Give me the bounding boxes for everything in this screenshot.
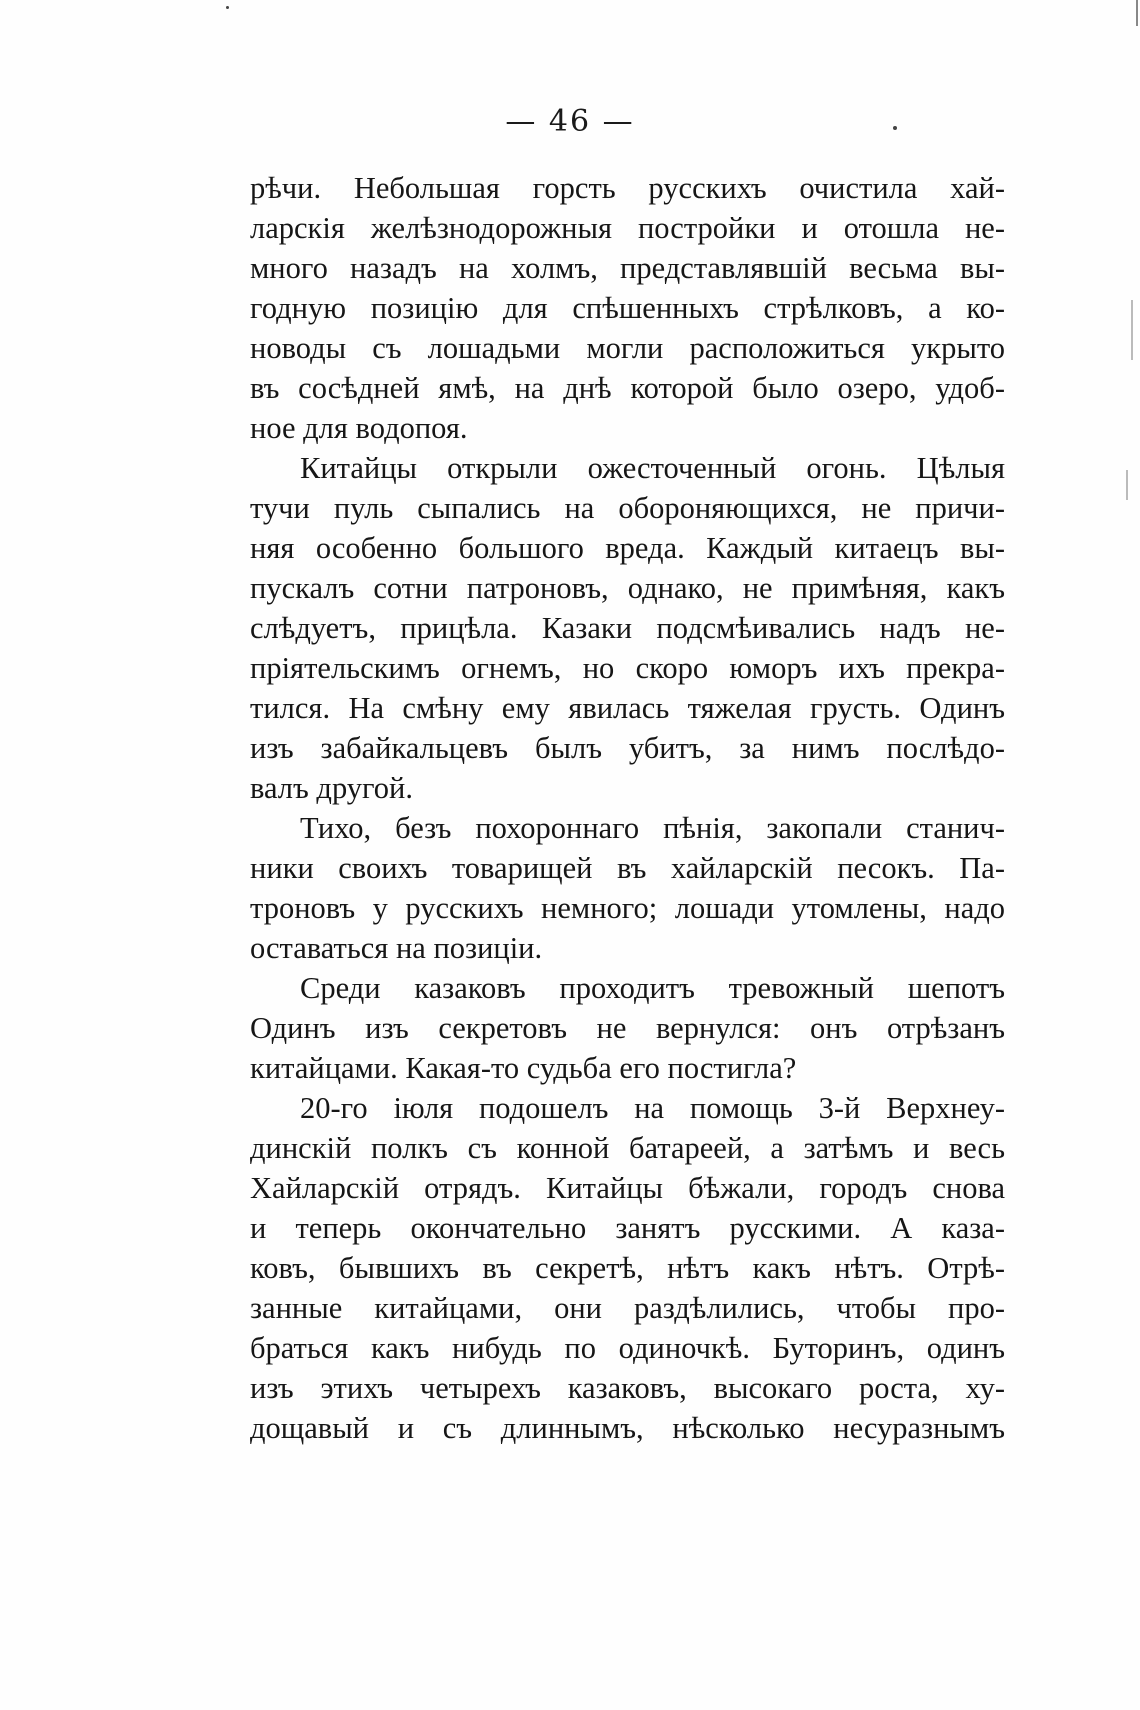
text-line: изъ этихъ четырехъ казаковъ, высокаго роста, ху-	[250, 1371, 1005, 1405]
scan-speck	[893, 126, 897, 130]
text-line: няя особенно большого вреда. Каждый китаецъ вы-	[250, 531, 1005, 565]
text-line: ковъ, бывшихъ въ секретѣ, нѣтъ какъ нѣтъ. Отрѣ-	[250, 1251, 1005, 1285]
text-line: Одинъ изъ секретовъ не вернулся: онъ отрѣзанъ	[250, 1011, 1005, 1045]
text-line: пріятельскимъ огнемъ, но скоро юморъ ихъ прекра-	[250, 651, 1005, 685]
page-number: — 46 —	[505, 104, 635, 139]
body-text	[250, 168, 1005, 1448]
paragraph	[250, 448, 1005, 808]
scan-edge-mark	[1131, 300, 1133, 360]
text-line: троновъ у русскихъ немного; лошади утомлены, надо	[250, 891, 1005, 925]
text-line: Хайларскій отрядъ. Китайцы бѣжали, городъ снова	[250, 1171, 1005, 1205]
scan-edge-mark	[1126, 470, 1128, 500]
text-line: занные китайцами, они раздѣлились, чтобы про-	[250, 1291, 1005, 1325]
paragraph	[250, 168, 1005, 448]
text-line: рѣчи. Небольшая горсть русскихъ очистила хай-	[250, 171, 1005, 205]
text-line: ники своихъ товарищей въ хайларскій песокъ. Па-	[250, 851, 1005, 885]
text-line: много назадъ на холмъ, представлявшій весьма вы-	[250, 251, 1005, 285]
text-line: слѣдуетъ, прицѣла. Казаки подсмѣивались надъ не-	[250, 611, 1005, 645]
text-line: годную позицію для спѣшенныхъ стрѣлковъ, а ко-	[250, 291, 1005, 325]
text-line: Среди казаковъ проходитъ тревожный шепотъ	[300, 971, 1005, 1005]
text-line: браться какъ нибудь по одиночкѣ. Буторинъ, одинъ	[250, 1331, 1005, 1365]
scan-edge-mark	[1136, 0, 1138, 26]
text-line: ное для водопоя.	[250, 411, 468, 445]
text-line: тился. На смѣну ему явилась тяжелая грусть. Одинъ	[250, 691, 1005, 725]
scan-speck	[226, 6, 229, 9]
paragraph	[250, 1088, 1005, 1448]
text-line: динскій полкъ съ конной батареей, а затѣмъ и весь	[250, 1131, 1005, 1165]
text-line: пускалъ сотни патроновъ, однако, не примѣняя, какъ	[250, 571, 1005, 605]
paragraph	[250, 808, 1005, 968]
text-line: изъ забайкальцевъ былъ убитъ, за нимъ послѣдо-	[250, 731, 1005, 765]
text-line: 20-го іюля подошелъ на помощь 3-й Верхнеу-	[300, 1091, 1005, 1125]
text-line: и теперь окончательно занятъ русскими. А каза-	[250, 1211, 1005, 1245]
text-line: китайцами. Какая-то судьба его постигла?	[250, 1051, 797, 1085]
text-line: тучи пуль сыпались на обороняющихся, не причи-	[250, 491, 1005, 525]
text-line: дощавый и съ длиннымъ, нѣсколько несуразнымъ	[250, 1411, 1005, 1445]
text-line: въ сосѣдней ямѣ, на днѣ которой было озеро, удоб-	[250, 371, 1005, 405]
text-line: Тихо, безъ похороннаго пѣнія, закопали станич-	[300, 811, 1005, 845]
text-line: Китайцы открыли ожесточенный огонь. Цѣлыя	[300, 451, 1005, 485]
text-line: оставаться на позиціи.	[250, 931, 543, 965]
text-line: ларскія желѣзнодорожныя постройки и отошла не-	[250, 211, 1005, 245]
text-line: валъ другой.	[250, 771, 413, 805]
text-line: новоды съ лошадьми могли расположиться укрыто	[250, 331, 1005, 365]
paragraph	[250, 968, 1005, 1088]
